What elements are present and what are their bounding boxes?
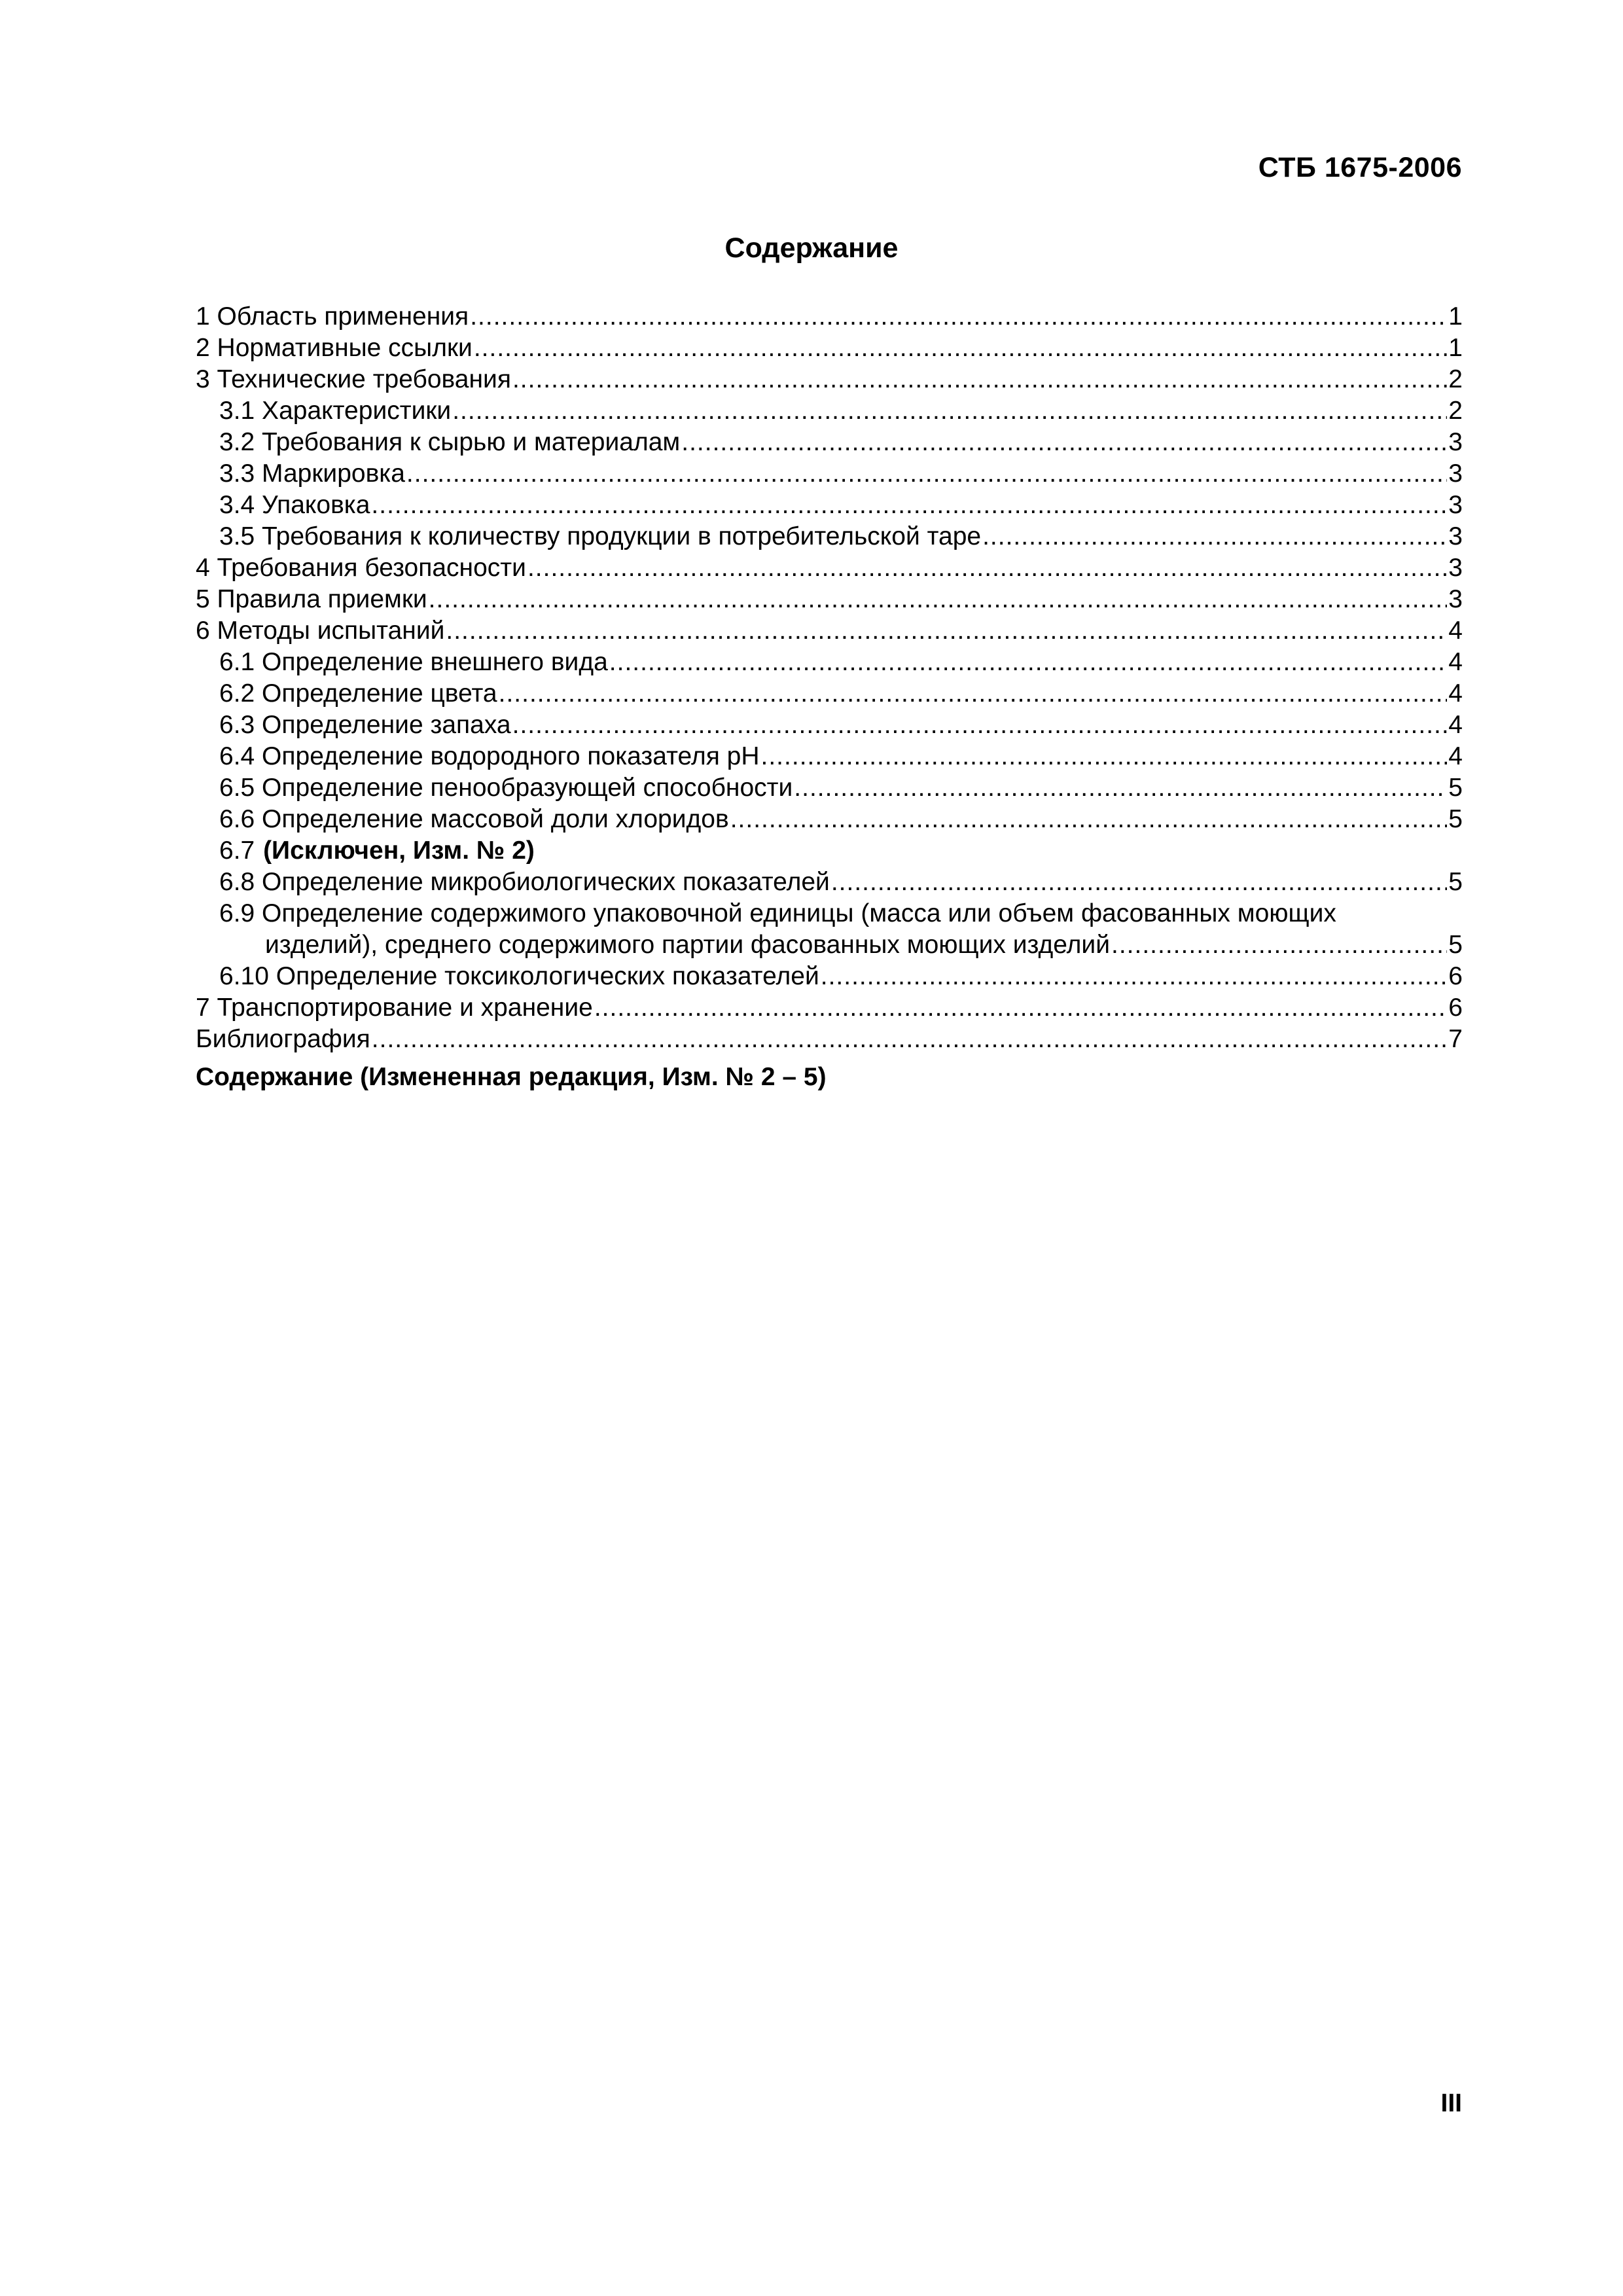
toc-item-4[interactable] — [196, 552, 1463, 584]
toc-item-2[interactable] — [196, 332, 1463, 364]
toc-item-label: Библиография — [196, 1024, 372, 1055]
dot-leader — [429, 584, 1448, 615]
toc-item-label: 2 Нормативные ссылки — [196, 332, 474, 364]
toc-item-label: 6.2 Определение цвета — [219, 678, 499, 709]
toc-item-label: 6.10 Определение токсикологических показателей — [219, 961, 821, 992]
dot-leader — [982, 521, 1447, 552]
toc-item-label: 1 Область применения — [196, 301, 470, 332]
toc-item-label: 3.1 Характеристики — [219, 395, 452, 427]
toc-item-page: 2 — [1447, 395, 1463, 427]
toc-item-label: 3.3 Маркировка — [219, 458, 406, 490]
toc-item-label: 6.6 Определение массовой доли хлоридов — [219, 804, 730, 835]
toc-item-label: 6.8 Определение микробиологических показателей — [219, 867, 831, 898]
toc-item-page: 3 — [1447, 584, 1463, 615]
dot-leader — [452, 395, 1447, 427]
toc-item-page: 4 — [1447, 741, 1463, 772]
toc-item-page: 4 — [1447, 647, 1463, 678]
toc-item-label: 5 Правила приемки — [196, 584, 429, 615]
toc-item-6-4[interactable] — [196, 741, 1463, 772]
toc-item-label: 6.3 Определение запаха — [219, 709, 512, 741]
toc-item-6-5[interactable] — [196, 772, 1463, 804]
toc-item-label: 3.4 Упаковка — [219, 490, 371, 521]
toc-item-6-2[interactable] — [196, 678, 1463, 709]
toc-item-page: 7 — [1447, 1024, 1463, 1055]
toc-item-page: 6 — [1447, 992, 1463, 1024]
toc-title: Содержание — [724, 232, 899, 264]
toc-item-5[interactable] — [196, 584, 1463, 615]
toc-item-6-8[interactable] — [196, 867, 1463, 898]
toc-item-3-2[interactable] — [196, 427, 1463, 458]
dot-leader — [594, 992, 1447, 1024]
toc-item-label: 6.4 Определение водородного показателя pH — [219, 741, 761, 772]
toc-item-bibliography[interactable] — [196, 1024, 1463, 1055]
toc-item-page: 3 — [1447, 552, 1463, 584]
toc-item-page: 3 — [1447, 521, 1463, 552]
toc-item-3-5[interactable] — [196, 521, 1463, 552]
toc-item-page: 3 — [1447, 458, 1463, 490]
toc-item-page: 5 — [1447, 867, 1463, 898]
toc-item-6-10[interactable] — [196, 961, 1463, 992]
toc-item-7[interactable] — [196, 992, 1463, 1024]
toc-item-label: 6.5 Определение пенообразующей способности — [219, 772, 794, 804]
toc-item-page: 5 — [1447, 804, 1463, 835]
dot-leader — [794, 772, 1447, 804]
excluded-note: (Исключен, Изм. № 2) — [263, 836, 535, 865]
toc-item-page: 6 — [1447, 961, 1463, 992]
toc-item-3-4[interactable] — [196, 490, 1463, 521]
page-number: III — [1440, 2089, 1462, 2117]
dot-leader — [406, 458, 1447, 490]
dot-leader — [470, 301, 1447, 332]
dot-leader — [371, 490, 1447, 521]
toc-item-page: 4 — [1447, 709, 1463, 741]
table-of-contents — [196, 301, 1463, 1093]
toc-item-label: 6 Методы испытаний — [196, 615, 446, 647]
toc-item-6-6[interactable] — [196, 804, 1463, 835]
toc-item-6-1[interactable] — [196, 647, 1463, 678]
toc-item-label: 6.1 Определение внешнего вида — [219, 647, 609, 678]
toc-item-label: 4 Требования безопасности — [196, 552, 527, 584]
dot-leader — [527, 552, 1447, 584]
dot-leader — [730, 804, 1448, 835]
toc-item-6-3[interactable] — [196, 709, 1463, 741]
revision-note: Содержание (Измененная редакция, Изм. № 2 – 5) — [196, 1063, 827, 1091]
dot-leader — [372, 1024, 1448, 1055]
toc-item-1[interactable] — [196, 301, 1463, 332]
dot-leader — [474, 332, 1447, 364]
dot-leader — [499, 678, 1448, 709]
toc-item-label: 3 Технические требования — [196, 364, 512, 395]
toc-item-label: 3.2 Требования к сырью и материалам — [219, 427, 681, 458]
toc-item-page: 5 — [1447, 772, 1463, 804]
toc-item-label: 6.7 — [219, 835, 256, 867]
dot-leader — [512, 364, 1447, 395]
toc-item-label: 3.5 Требования к количеству продукции в потребительской таре — [219, 521, 982, 552]
dot-leader — [681, 427, 1447, 458]
toc-item-label-line2: изделий), среднего содержимого партии фасованных моющих изделий — [265, 931, 1110, 959]
dot-leader — [831, 867, 1447, 898]
toc-item-3[interactable] — [196, 364, 1463, 395]
toc-item-page: 3 — [1447, 490, 1463, 521]
toc-item-page: 4 — [1447, 615, 1463, 647]
dot-leader — [446, 615, 1447, 647]
standard-code: СТБ 1675-2006 — [1258, 152, 1462, 183]
toc-item-6-9[interactable] — [196, 898, 1463, 961]
toc-item-6[interactable] — [196, 615, 1463, 647]
toc-item-page: 1 — [1447, 301, 1463, 332]
toc-item-3-3[interactable] — [196, 458, 1463, 490]
toc-item-page: 4 — [1447, 678, 1463, 709]
dot-leader — [609, 647, 1448, 678]
toc-item-label-line1: 6.9 Определение содержимого упаковочной единицы (масса или объем фасованных моющих — [219, 899, 1336, 927]
dot-leader — [512, 709, 1448, 741]
toc-item-3-1[interactable] — [196, 395, 1463, 427]
toc-item-6-7[interactable] — [196, 835, 1463, 867]
toc-item-page: 5 — [1448, 931, 1463, 959]
dot-leader — [761, 741, 1448, 772]
toc-item-page: 1 — [1447, 332, 1463, 364]
toc-item-page: 2 — [1447, 364, 1463, 395]
toc-item-label: 7 Транспортирование и хранение — [196, 992, 594, 1024]
dot-leader — [821, 961, 1448, 992]
toc-item-page: 3 — [1447, 427, 1463, 458]
dot-leader — [1111, 929, 1447, 961]
